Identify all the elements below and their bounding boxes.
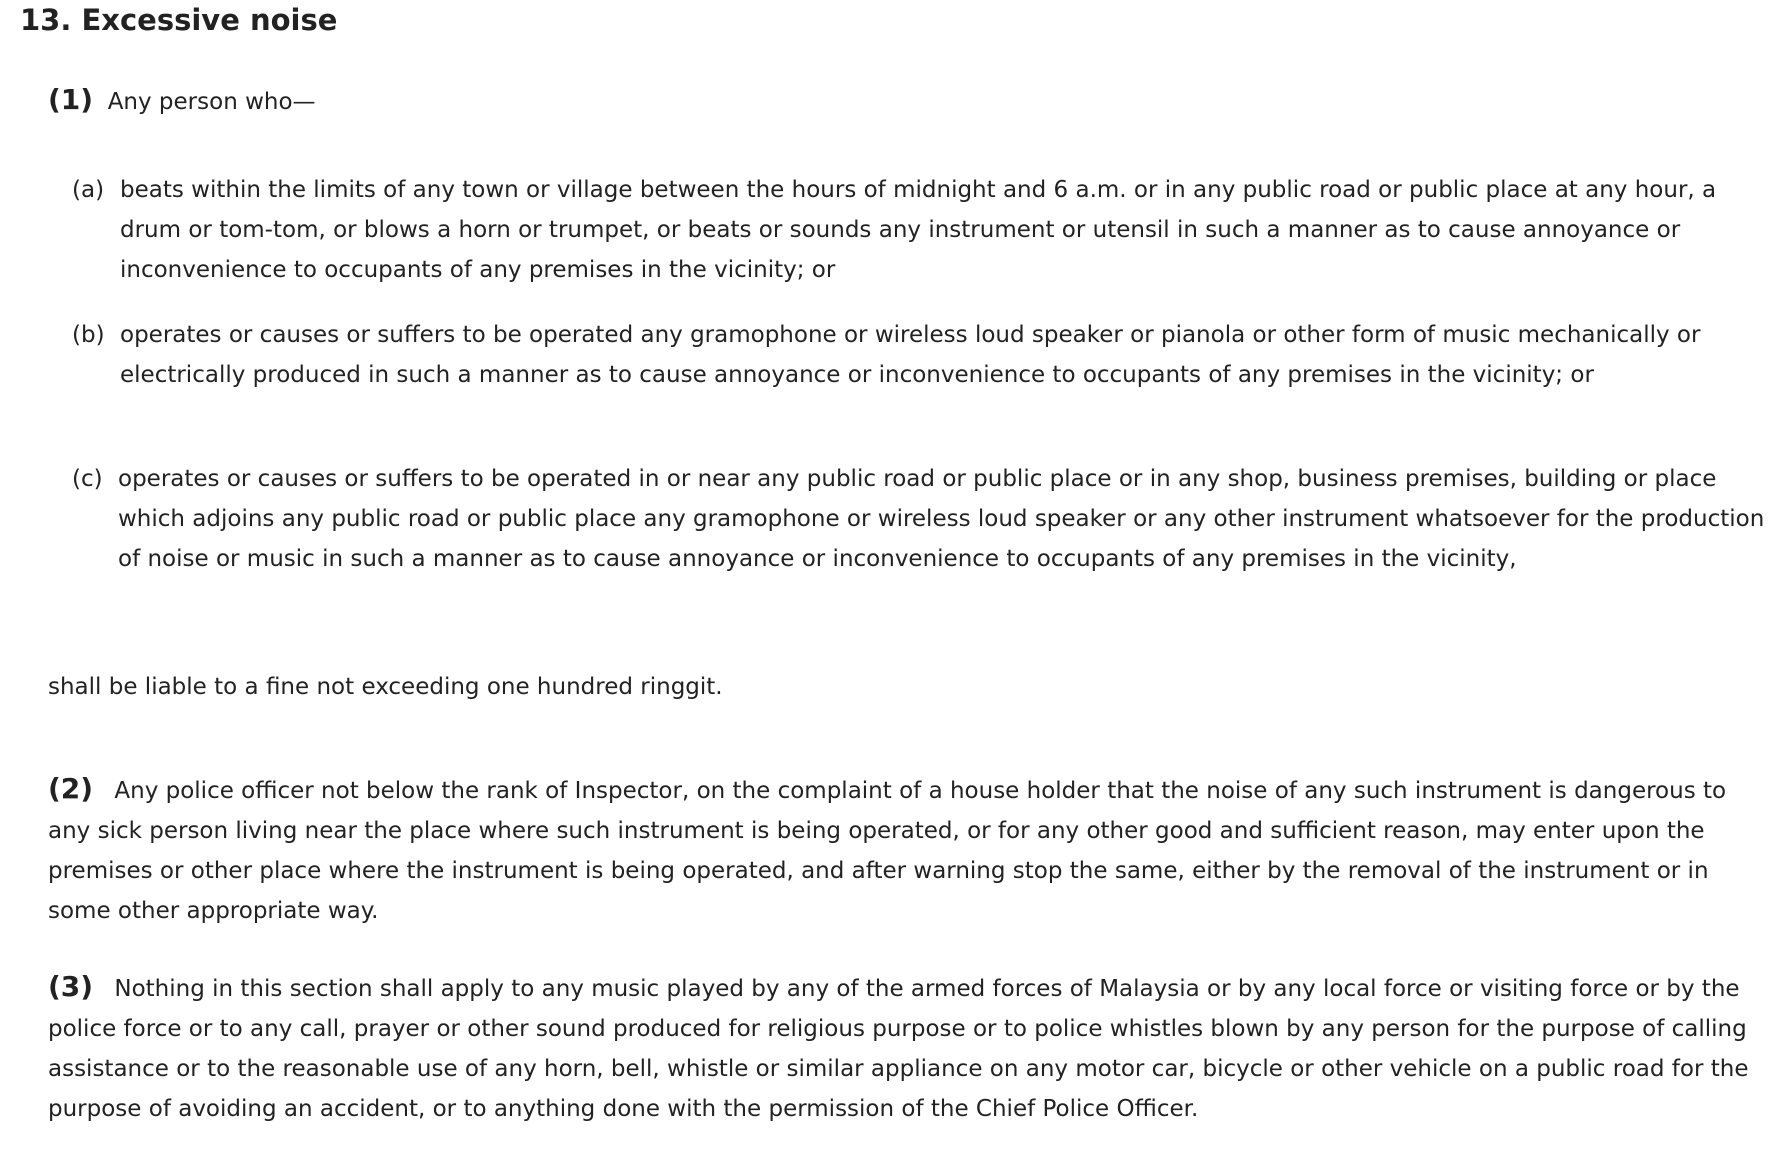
subsection-2-text: Any police officer not below the rank of Inspector, on the complaint of a house holder that the noise of any such instrument is dangerous to any sick person living near the place where such instrument is being operated, or for any other good and sufficient reason, may enter upon the premises or other place where the instrument is being operated, and after warning stop the same, either by the removal of the instrument or in some other appropriate way. xyxy=(48,778,1727,924)
section-title: 13. Excessive noise xyxy=(20,3,338,37)
subsection-1-intro xyxy=(48,80,316,122)
paragraph-a xyxy=(72,170,1771,290)
paragraph-c-text: operates or causes or suffers to be operated in or near any public road or public place or in any shop, business premises, building or place which adjoins any public road or public place any gramophone or wireless loud speaker or any other instrument whatsoever for the production of noise or music in such a manner as to cause annoyance or inconvenience to occupants of any premises in the vicinity, xyxy=(118,466,1765,572)
subsection-1-number: (1) xyxy=(48,83,94,116)
subsection-1-conclusion: shall be liable to a fine not exceeding one hundred ringgit. xyxy=(48,674,723,700)
subsection-3 xyxy=(48,967,1771,1129)
subsection-1-intro-text: Any person who— xyxy=(107,89,316,115)
paragraph-c-label: (c) xyxy=(72,466,103,492)
subsection-3-number: (3) xyxy=(48,970,94,1003)
subsection-2-number: (2) xyxy=(48,772,94,805)
paragraph-a-label: (a) xyxy=(72,177,105,203)
paragraph-a-text: beats within the limits of any town or village between the hours of midnight and 6 a.m. or in any public road or public place at any hour, a drum or tom-tom, or blows a horn or trumpet, or beats or sounds any instrument or utensil in such a manner as to cause annoyance or inconvenience to occupants of any premises in the vicinity; or xyxy=(120,177,1717,283)
paragraph-b-label: (b) xyxy=(72,322,105,348)
paragraph-b-text: operates or causes or suffers to be operated any gramophone or wireless loud speaker or pianola or other form of music mechanically or electrically produced in such a manner as to cause annoyance or inconvenience to occupants of any premises in the vicinity; or xyxy=(120,322,1701,388)
paragraph-b xyxy=(72,315,1771,395)
paragraph-c xyxy=(72,459,1771,579)
subsection-3-text: Nothing in this section shall apply to any music played by any of the armed forces of Malaysia or by any local force or visiting force or by the police force or to any call, prayer or other sound produced for religious purpose or to police whistles blown by any person for the purpose of calling assistance or to the reasonable use of any horn, bell, whistle or similar appliance on any motor car, bicycle or other vehicle on a public road for the purpose of avoiding an accident, or to anything done with the permission of the Chief Police Officer. xyxy=(48,976,1749,1122)
subsection-2 xyxy=(48,769,1771,931)
